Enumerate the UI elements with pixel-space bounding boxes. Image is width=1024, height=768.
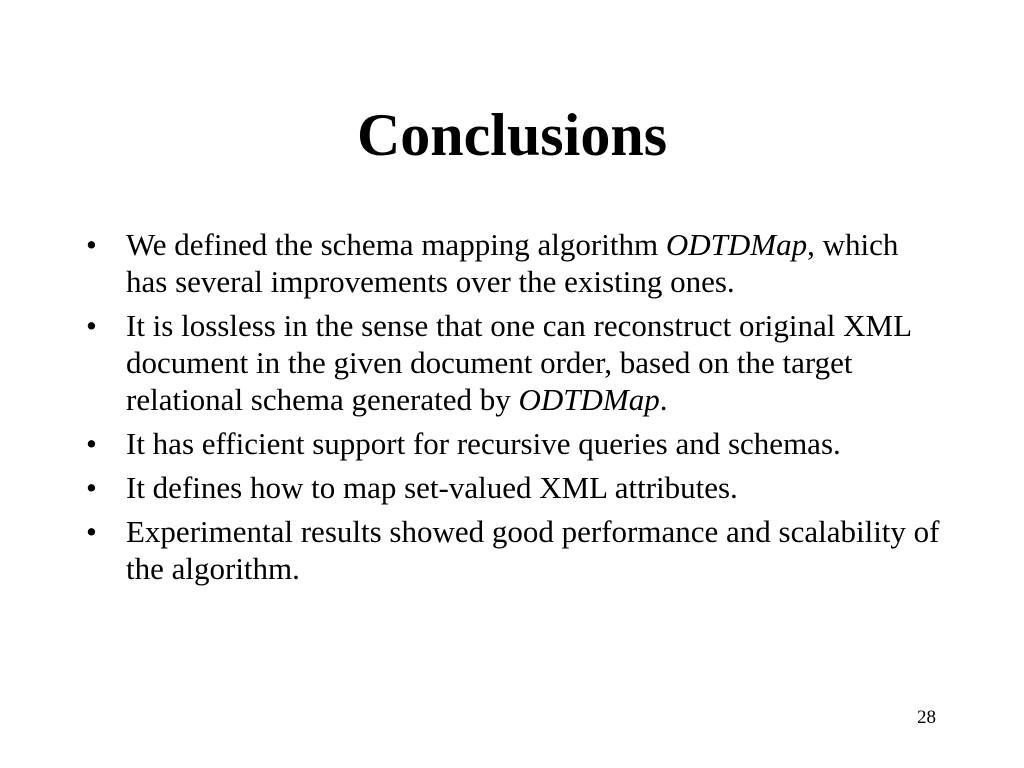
bullet-text: It has efficient support for recursive queries and schemas. (126, 426, 841, 461)
bullet-text: It defines how to map set-valued XML attributes. (126, 470, 738, 505)
bullet-item-experimental-results (86, 513, 946, 587)
bullet-text: We defined the schema mapping algorithm (126, 227, 666, 262)
bullet-item-recursive-support (86, 425, 946, 462)
bullet-icon: • (86, 308, 97, 343)
bullet-list (86, 226, 946, 594)
bullet-text: Experimental results showed good performance and scalability of the algorithm. (126, 514, 940, 586)
bullet-icon: • (86, 227, 97, 262)
bullet-icon: • (86, 514, 97, 549)
bullet-icon: • (86, 470, 97, 505)
bullet-text: . (659, 382, 668, 417)
bullet-item-lossless (86, 307, 946, 418)
bullet-text: , which has several improvements over the existing ones. (126, 227, 899, 299)
bullet-item-set-valued-attributes (86, 469, 946, 506)
bullet-item-odtdmap-definition (86, 226, 946, 300)
slide-title: Conclusions (356, 102, 668, 168)
algorithm-name: ODTDMap (518, 382, 660, 417)
bullet-icon: • (86, 426, 97, 461)
algorithm-name: ODTDMap (665, 227, 808, 262)
page-number: 28 (917, 707, 936, 728)
bullet-text: It is lossless in the sense that one can reconstruct original XML document in the given document order, based on the target relational schema generated by (126, 308, 911, 417)
